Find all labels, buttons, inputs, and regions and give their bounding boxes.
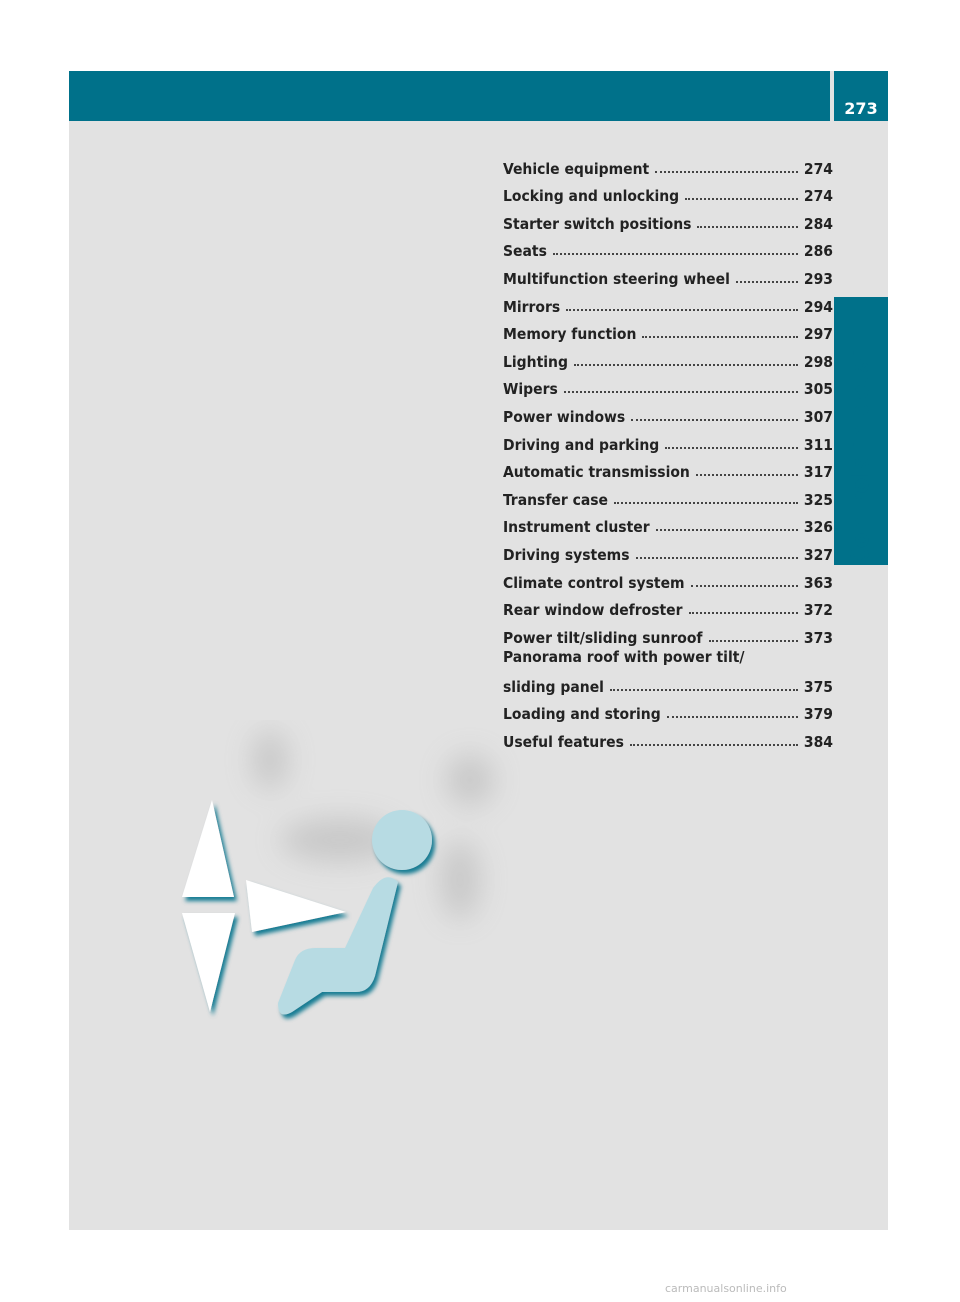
toc-entry-page: 294 xyxy=(803,297,833,316)
toc-leader-dots xyxy=(667,716,798,718)
toc-entry-starter-switch-positions[interactable] xyxy=(503,205,833,233)
toc-leader-dots xyxy=(656,529,798,531)
toc-entry-multifunction-steering-wheel[interactable] xyxy=(503,260,833,288)
toc-entry-mirrors[interactable] xyxy=(503,288,833,316)
toc-entry-loading-and-storing[interactable] xyxy=(503,696,833,724)
toc-entry-label: Starter switch positions xyxy=(503,214,692,233)
toc-entry-panorama-roof[interactable] xyxy=(503,647,833,696)
toc-entry-page: 326 xyxy=(803,518,833,537)
toc-leader-dots xyxy=(566,309,798,311)
toc-entry-label: Vehicle equipment xyxy=(503,159,650,178)
toc-entry-label-line1: Panorama roof with power tilt/ xyxy=(503,647,745,666)
toc-entry-label: Multifunction steering wheel xyxy=(503,269,730,288)
toc-leader-dots xyxy=(696,474,798,476)
toc-entry-label: Mirrors xyxy=(503,297,561,316)
toc-entry-page: 274 xyxy=(803,187,833,206)
toc-entry-label: Instrument cluster xyxy=(503,518,650,537)
toc-entry-label: Driving and parking xyxy=(503,435,660,454)
toc-entry-label: Transfer case xyxy=(503,490,609,509)
toc-entry-climate-control-system[interactable] xyxy=(503,564,833,592)
toc-entry-label: Memory function xyxy=(503,325,637,344)
toc-entry-page: 305 xyxy=(803,380,833,399)
toc-entry-label-line2: sliding panel xyxy=(503,677,604,696)
toc-entry-instrument-cluster[interactable] xyxy=(503,509,833,537)
toc-entry-automatic-transmission[interactable] xyxy=(503,454,833,482)
toc-entry-seats[interactable] xyxy=(503,233,833,261)
toc-entry-page: 379 xyxy=(803,705,833,724)
toc-entry-label: Seats xyxy=(503,242,547,261)
toc-entry-page: 297 xyxy=(803,325,833,344)
toc-entry-label: Driving systems xyxy=(503,545,630,564)
toc-entry-label: Rear window defroster xyxy=(503,601,683,620)
toc-entry-label: Useful features xyxy=(503,732,624,751)
footer-watermark-url: carmanualsonline.info xyxy=(665,1282,787,1295)
toc-entry-wipers[interactable] xyxy=(503,371,833,399)
toc-entry-memory-function[interactable] xyxy=(503,316,833,344)
header-bar xyxy=(69,71,830,121)
toc-entry-useful-features[interactable] xyxy=(503,723,833,751)
toc-entry-label: Power tilt/sliding sunroof xyxy=(503,628,703,647)
toc-entry-line2 xyxy=(503,668,833,696)
toc-entry-label: Power windows xyxy=(503,407,626,426)
toc-leader-dots xyxy=(665,447,798,449)
toc-leader-dots xyxy=(574,364,798,366)
toc-entry-label: Climate control system xyxy=(503,573,685,592)
toc-entry-driving-and-parking[interactable] xyxy=(503,426,833,454)
toc-leader-dots xyxy=(553,253,798,255)
toc-entry-power-windows[interactable] xyxy=(503,398,833,426)
toc-leader-dots xyxy=(614,502,798,504)
toc-entry-page: 311 xyxy=(803,435,833,454)
toc-leader-dots xyxy=(642,336,797,338)
toc-entry-page: 373 xyxy=(803,628,833,647)
toc-leader-dots xyxy=(709,640,798,642)
toc-entry-locking-and-unlocking[interactable] xyxy=(503,178,833,206)
toc-entry-page: 298 xyxy=(803,352,833,371)
page-number: 273 xyxy=(834,71,888,121)
toc-entry-transfer-case[interactable] xyxy=(503,481,833,509)
toc-entry-page: 286 xyxy=(803,242,833,261)
toc-entry-page: 293 xyxy=(803,269,833,288)
toc-entry-page: 284 xyxy=(803,214,833,233)
toc-entry-label: Wipers xyxy=(503,380,558,399)
seat-adjust-icon xyxy=(160,720,520,1040)
toc-entry-label: Automatic transmission xyxy=(503,463,690,482)
toc-entry-power-tilt-sliding-sunroof[interactable] xyxy=(503,619,833,647)
toc-entry-page: 274 xyxy=(803,159,833,178)
toc-entry-label: Lighting xyxy=(503,352,568,371)
chapter-tab-label: Controls in detail xyxy=(848,341,874,565)
toc-leader-dots xyxy=(697,226,797,228)
table-of-contents xyxy=(503,150,833,751)
toc-leader-dots xyxy=(631,419,798,421)
toc-entry-page: 372 xyxy=(803,601,833,620)
toc-entry-label: Locking and unlocking xyxy=(503,187,680,206)
toc-leader-dots xyxy=(736,281,798,283)
toc-leader-dots xyxy=(685,198,798,200)
toc-leader-dots xyxy=(564,391,798,393)
toc-leader-dots xyxy=(636,557,798,559)
toc-entry-page: 307 xyxy=(803,407,833,426)
toc-leader-dots xyxy=(689,612,798,614)
toc-leader-dots xyxy=(610,689,798,691)
toc-entry-vehicle-equipment[interactable] xyxy=(503,150,833,178)
toc-entry-page: 363 xyxy=(803,573,833,592)
toc-entry-page: 325 xyxy=(803,490,833,509)
toc-entry-page: 317 xyxy=(803,463,833,482)
toc-entry-lighting[interactable] xyxy=(503,343,833,371)
toc-entry-driving-systems[interactable] xyxy=(503,536,833,564)
toc-entry-rear-window-defroster[interactable] xyxy=(503,592,833,620)
toc-leader-dots xyxy=(691,585,798,587)
toc-leader-dots xyxy=(655,171,798,173)
toc-entry-page: 384 xyxy=(803,732,833,751)
toc-entry-page: 327 xyxy=(803,545,833,564)
toc-entry-page: 375 xyxy=(803,677,833,696)
toc-leader-dots xyxy=(630,744,798,746)
toc-entry-label: Loading and storing xyxy=(503,705,661,724)
